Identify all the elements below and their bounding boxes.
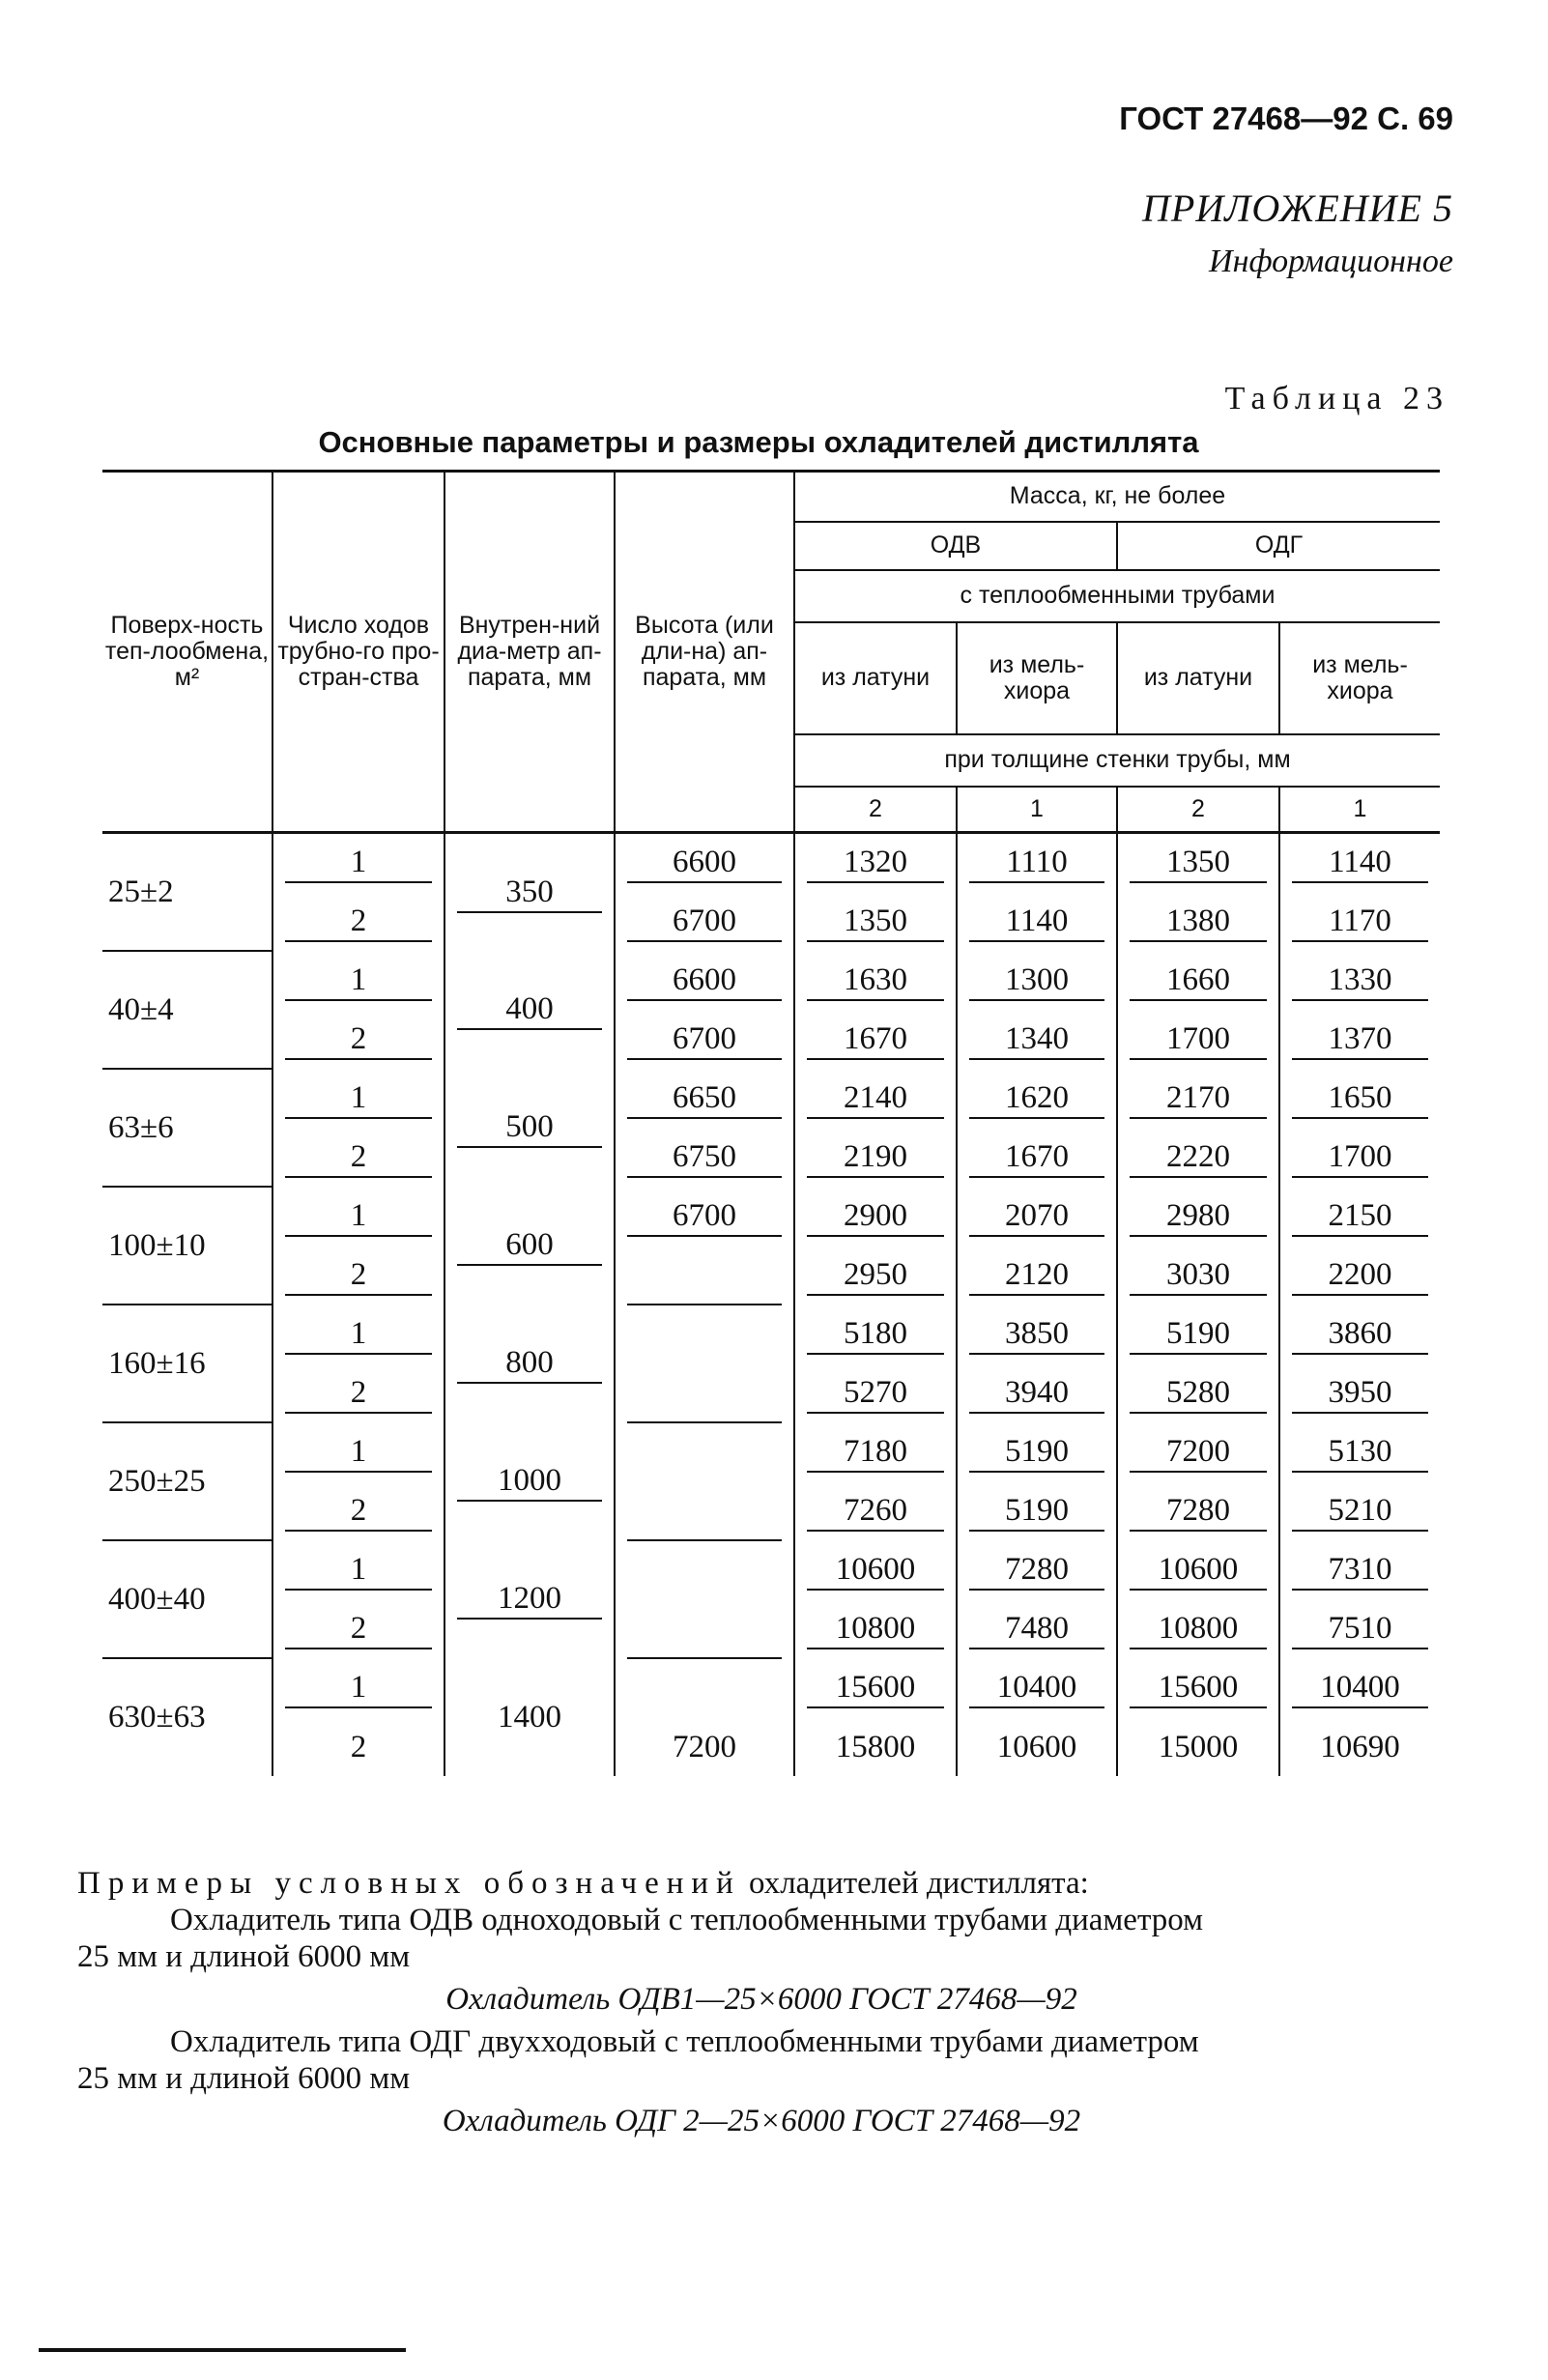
header-brass: из латуни — [794, 622, 957, 734]
cell-height — [615, 1246, 794, 1363]
cell-height — [615, 1481, 794, 1599]
cell-mass — [794, 1363, 957, 1422]
cell-passes — [272, 833, 444, 893]
cell-mass — [957, 1128, 1117, 1187]
cell-mass — [957, 1246, 1117, 1305]
mass-value: 5190 — [969, 1491, 1104, 1532]
cell-mass — [1279, 1069, 1440, 1128]
cell-height — [615, 1717, 794, 1776]
header-inner-diameter: Внутрен-ний диа-метр ап-парата, мм — [444, 472, 615, 833]
cell-mass — [1279, 1422, 1440, 1481]
passes-value: 2 — [285, 1609, 432, 1649]
cell-mass — [1279, 892, 1440, 951]
mass-value: 10400 — [969, 1668, 1104, 1708]
cell-height — [615, 951, 794, 1010]
mass-value: 1320 — [807, 843, 944, 883]
cell-surface: 100±10 — [102, 1187, 272, 1305]
diameter-value: 1400 — [498, 1700, 561, 1735]
table-row — [102, 1599, 1440, 1658]
cell-height — [615, 1363, 794, 1481]
cell-surface: 630±63 — [102, 1658, 272, 1776]
cell-mass — [1117, 1128, 1279, 1187]
cell-height — [615, 892, 794, 951]
cell-mass — [794, 1128, 957, 1187]
header-odv: ОДВ — [794, 522, 1117, 570]
cell-mass — [1279, 1128, 1440, 1187]
cell-passes — [272, 1422, 444, 1481]
passes-value: 1 — [285, 1432, 432, 1473]
mass-value: 10600 — [1130, 1550, 1267, 1591]
cell-mass — [794, 1658, 957, 1717]
cell-passes — [272, 1599, 444, 1658]
header-tubes: с теплообменными трубами — [794, 570, 1440, 622]
height-value — [627, 1539, 782, 1541]
header-passes: Число ходов трубно-го про-стран-ства — [272, 472, 444, 833]
example2-designation: Охладитель ОДГ 2—25×6000 ГОСТ 27468—92 — [442, 2104, 1081, 2138]
cell-mass — [1117, 833, 1279, 893]
cell-inner-diameter — [444, 1187, 615, 1305]
cell-inner-diameter — [444, 1069, 615, 1187]
passes-value: 2 — [285, 1019, 432, 1060]
examples-section — [77, 1865, 1446, 2145]
cell-surface: 63±6 — [102, 1069, 272, 1187]
header-mass: Масса, кг, не более — [794, 472, 1440, 522]
mass-value: 3860 — [1292, 1314, 1428, 1355]
height-value: 6700 — [627, 902, 782, 942]
cell-mass — [957, 1658, 1117, 1717]
passes-value: 1 — [285, 1196, 432, 1237]
table-row — [102, 951, 1440, 1010]
mass-value: 7480 — [969, 1609, 1104, 1649]
mass-value: 7260 — [807, 1491, 944, 1532]
mass-value: 2070 — [969, 1196, 1104, 1237]
mass-value: 10690 — [1320, 1729, 1400, 1764]
passes-value: 1 — [285, 961, 432, 1001]
mass-value: 2950 — [807, 1255, 944, 1296]
cell-mass — [1117, 1069, 1279, 1128]
cell-mass — [1117, 1540, 1279, 1599]
passes-value: 1 — [285, 1668, 432, 1708]
table-row — [102, 833, 1440, 893]
mass-value: 1700 — [1130, 1019, 1267, 1060]
diameter-value: 1000 — [457, 1461, 602, 1502]
table-row — [102, 1010, 1440, 1069]
header-wall-value: 2 — [1117, 787, 1279, 833]
header-odg: ОДГ — [1117, 522, 1440, 570]
mass-value: 5180 — [807, 1314, 944, 1355]
cell-mass — [1117, 1246, 1279, 1305]
cell-mass — [1279, 1481, 1440, 1540]
cell-mass — [1279, 1363, 1440, 1422]
height-value: 6750 — [627, 1137, 782, 1178]
cell-inner-diameter — [444, 1658, 615, 1776]
mass-value: 1370 — [1292, 1019, 1428, 1060]
height-value: 7200 — [673, 1729, 736, 1764]
cell-mass — [1117, 1481, 1279, 1540]
mass-value: 3940 — [969, 1373, 1104, 1414]
cell-passes — [272, 1717, 444, 1776]
mass-value: 1330 — [1292, 961, 1428, 1001]
example2-text-cont: 25 мм и длиной 6000 мм — [77, 2061, 411, 2096]
cell-passes — [272, 1128, 444, 1187]
cell-surface: 160±16 — [102, 1305, 272, 1422]
mass-value: 15000 — [1158, 1729, 1239, 1764]
cell-mass — [1279, 833, 1440, 893]
cell-mass — [957, 833, 1117, 893]
footer-rule — [39, 2348, 406, 2352]
mass-value: 3950 — [1292, 1373, 1428, 1414]
mass-value: 10600 — [807, 1550, 944, 1591]
mass-value: 3030 — [1130, 1255, 1267, 1296]
mass-value: 5210 — [1292, 1491, 1428, 1532]
cell-surface: 250±25 — [102, 1422, 272, 1540]
table-row — [102, 1363, 1440, 1422]
cell-inner-diameter — [444, 951, 615, 1069]
cell-mass — [957, 1187, 1117, 1246]
passes-value: 2 — [285, 1255, 432, 1296]
cell-mass — [1117, 1363, 1279, 1422]
mass-value: 7180 — [807, 1432, 944, 1473]
table-row — [102, 1481, 1440, 1540]
example1-text: Охладитель типа ОДВ одноходовый с теплообменными трубами диаметром — [170, 1903, 1204, 1937]
header-wall-thickness: при толщине стенки трубы, мм — [794, 734, 1440, 787]
height-value: 6700 — [627, 1019, 782, 1060]
document-reference: ГОСТ 27468—92 С. 69 — [1119, 100, 1453, 136]
cell-mass — [794, 1246, 957, 1305]
table-row — [102, 1128, 1440, 1187]
cell-mass — [1279, 1599, 1440, 1658]
table-row — [102, 1187, 1440, 1246]
table-row — [102, 1069, 1440, 1128]
height-value: 6600 — [627, 961, 782, 1001]
cell-mass — [794, 1010, 957, 1069]
passes-value: 1 — [285, 1550, 432, 1591]
mass-value: 2120 — [969, 1255, 1104, 1296]
mass-value: 1300 — [969, 961, 1104, 1001]
table-row — [102, 892, 1440, 951]
cell-mass — [957, 1305, 1117, 1363]
mass-value: 2980 — [1130, 1196, 1267, 1237]
cell-passes — [272, 1363, 444, 1422]
passes-value: 2 — [285, 1137, 432, 1178]
cell-mass — [1279, 1540, 1440, 1599]
cell-mass — [957, 1363, 1117, 1422]
cell-mass — [1117, 1422, 1279, 1481]
mass-value: 15800 — [835, 1729, 916, 1764]
passes-value: 2 — [350, 1729, 367, 1764]
cell-mass — [794, 1422, 957, 1481]
passes-value: 2 — [285, 1373, 432, 1414]
table-row — [102, 1246, 1440, 1305]
table-title: Основные параметры и размеры охладителей дистиллята — [318, 425, 1199, 459]
cell-mass — [794, 951, 957, 1010]
appendix-type: Информационное — [1209, 244, 1453, 279]
mass-value: 1660 — [1130, 961, 1267, 1001]
cell-mass — [957, 1422, 1117, 1481]
mass-value: 1140 — [969, 902, 1104, 942]
mass-value: 2220 — [1130, 1137, 1267, 1178]
cell-mass — [794, 1599, 957, 1658]
cell-mass — [1117, 1599, 1279, 1658]
cell-mass — [957, 1717, 1117, 1776]
cell-inner-diameter — [444, 1305, 615, 1422]
cell-height — [615, 1010, 794, 1069]
mass-value: 1380 — [1130, 902, 1267, 942]
mass-value: 1350 — [1130, 843, 1267, 883]
examples-heading-line — [77, 1865, 1446, 1902]
cell-passes — [272, 1187, 444, 1246]
cell-mass — [1117, 1658, 1279, 1717]
cell-height — [615, 833, 794, 893]
cell-mass — [794, 1717, 957, 1776]
mass-value: 1620 — [969, 1078, 1104, 1119]
mass-value: 1670 — [807, 1019, 944, 1060]
diameter-value: 400 — [457, 989, 602, 1030]
mass-value: 10400 — [1292, 1668, 1428, 1708]
cell-passes — [272, 1010, 444, 1069]
mass-value: 5190 — [1130, 1314, 1267, 1355]
mass-value: 2170 — [1130, 1078, 1267, 1119]
example1-designation: Охладитель ОДВ1—25×6000 ГОСТ 27468—92 — [445, 1982, 1077, 2017]
table-body — [102, 833, 1440, 1777]
cell-mass — [1279, 1010, 1440, 1069]
passes-value: 1 — [285, 843, 432, 883]
diameter-value: 600 — [457, 1225, 602, 1266]
height-value — [627, 1421, 782, 1423]
diameter-value: 500 — [457, 1107, 602, 1148]
cell-surface: 40±4 — [102, 951, 272, 1069]
cell-mass — [957, 1069, 1117, 1128]
cell-mass — [1117, 1305, 1279, 1363]
cell-mass — [1279, 1246, 1440, 1305]
parameters-table — [102, 470, 1440, 1776]
mass-value: 10800 — [1130, 1609, 1267, 1649]
cell-passes — [272, 1481, 444, 1540]
cell-height — [615, 1187, 794, 1246]
cell-passes — [272, 892, 444, 951]
cell-mass — [794, 1481, 957, 1540]
cell-mass — [957, 1599, 1117, 1658]
mass-value: 1170 — [1292, 902, 1428, 942]
cell-mass — [1279, 1305, 1440, 1363]
mass-value: 2900 — [807, 1196, 944, 1237]
header-cupronickel: из мель-хиора — [957, 622, 1117, 734]
cell-mass — [794, 1069, 957, 1128]
cell-inner-diameter — [444, 833, 615, 952]
mass-value: 1630 — [807, 961, 944, 1001]
cell-mass — [957, 1010, 1117, 1069]
cell-mass — [957, 1481, 1117, 1540]
diameter-value: 1200 — [457, 1579, 602, 1620]
cell-passes — [272, 1658, 444, 1717]
cell-mass — [1117, 1187, 1279, 1246]
example1-text-cont: 25 мм и длиной 6000 мм — [77, 1939, 411, 1974]
cell-mass — [1279, 1187, 1440, 1246]
passes-value: 2 — [285, 1491, 432, 1532]
cell-inner-diameter — [444, 1540, 615, 1658]
cell-passes — [272, 1069, 444, 1128]
passes-value: 1 — [285, 1314, 432, 1355]
header-brass: из латуни — [1117, 622, 1279, 734]
mass-value: 2190 — [807, 1137, 944, 1178]
cell-mass — [957, 951, 1117, 1010]
cell-mass — [794, 892, 957, 951]
cell-mass — [957, 1540, 1117, 1599]
mass-value: 2140 — [807, 1078, 944, 1119]
cell-mass — [957, 892, 1117, 951]
cell-mass — [1279, 951, 1440, 1010]
mass-value: 10600 — [996, 1729, 1077, 1764]
header-wall-value: 2 — [794, 787, 957, 833]
mass-value: 7510 — [1292, 1609, 1428, 1649]
cell-mass — [794, 1305, 957, 1363]
cell-height — [615, 1128, 794, 1187]
mass-value: 5270 — [807, 1373, 944, 1414]
cell-mass — [794, 1187, 957, 1246]
mass-value: 5280 — [1130, 1373, 1267, 1414]
mass-value: 1140 — [1292, 843, 1428, 883]
height-value — [627, 1304, 782, 1305]
cell-surface: 400±40 — [102, 1540, 272, 1658]
mass-value: 1340 — [969, 1019, 1104, 1060]
cell-passes — [272, 1246, 444, 1305]
header-wall-value: 1 — [1279, 787, 1440, 833]
header-cupronickel: из мель-хиора — [1279, 622, 1440, 734]
mass-value: 15600 — [1130, 1668, 1267, 1708]
cell-inner-diameter — [444, 1422, 615, 1540]
mass-value: 5130 — [1292, 1432, 1428, 1473]
header-height: Высота (или дли-на) ап-парата, мм — [615, 472, 794, 833]
examples-heading-tail: охладителей дистиллята: — [740, 1866, 1089, 1901]
mass-value: 7200 — [1130, 1432, 1267, 1473]
cell-mass — [794, 1540, 957, 1599]
mass-value: 7280 — [969, 1550, 1104, 1591]
passes-value: 1 — [285, 1078, 432, 1119]
table-number: Таблица 23 — [1224, 381, 1449, 416]
cell-mass — [1117, 951, 1279, 1010]
cell-passes — [272, 1305, 444, 1363]
mass-value: 10800 — [807, 1609, 944, 1649]
cell-mass — [794, 833, 957, 893]
cell-passes — [272, 1540, 444, 1599]
mass-value: 3850 — [969, 1314, 1104, 1355]
height-value: 6600 — [627, 843, 782, 883]
cell-height — [615, 1069, 794, 1128]
mass-value: 15600 — [807, 1668, 944, 1708]
mass-value: 1650 — [1292, 1078, 1428, 1119]
table-row — [102, 1717, 1440, 1776]
mass-value: 1350 — [807, 902, 944, 942]
passes-value: 2 — [285, 902, 432, 942]
mass-value: 7310 — [1292, 1550, 1428, 1591]
diameter-value: 800 — [457, 1343, 602, 1384]
mass-value: 1700 — [1292, 1137, 1428, 1178]
cell-mass — [1117, 1010, 1279, 1069]
cell-surface: 25±2 — [102, 833, 272, 952]
mass-value: 1110 — [969, 843, 1104, 883]
cell-mass — [1279, 1658, 1440, 1717]
height-value — [627, 1657, 782, 1659]
height-value: 6650 — [627, 1078, 782, 1119]
header-wall-value: 1 — [957, 787, 1117, 833]
example2-text: Охладитель типа ОДГ двухходовый с теплообменными трубами диаметром — [170, 2024, 1199, 2059]
mass-value: 7280 — [1130, 1491, 1267, 1532]
mass-value: 2200 — [1292, 1255, 1428, 1296]
cell-mass — [1117, 892, 1279, 951]
mass-value: 1670 — [969, 1137, 1104, 1178]
cell-passes — [272, 951, 444, 1010]
header-surface: Поверх-ность теп-лообмена, м² — [102, 472, 272, 833]
cell-mass — [1117, 1717, 1279, 1776]
cell-height — [615, 1599, 794, 1717]
diameter-value: 350 — [457, 873, 602, 913]
examples-heading: Примеры условных обозначений — [77, 1866, 741, 1901]
height-value: 6700 — [627, 1196, 782, 1237]
cell-mass — [1279, 1717, 1440, 1776]
mass-value: 2150 — [1292, 1196, 1428, 1237]
appendix-title: ПРИЛОЖЕНИЕ 5 — [1142, 186, 1453, 230]
mass-value: 5190 — [969, 1432, 1104, 1473]
